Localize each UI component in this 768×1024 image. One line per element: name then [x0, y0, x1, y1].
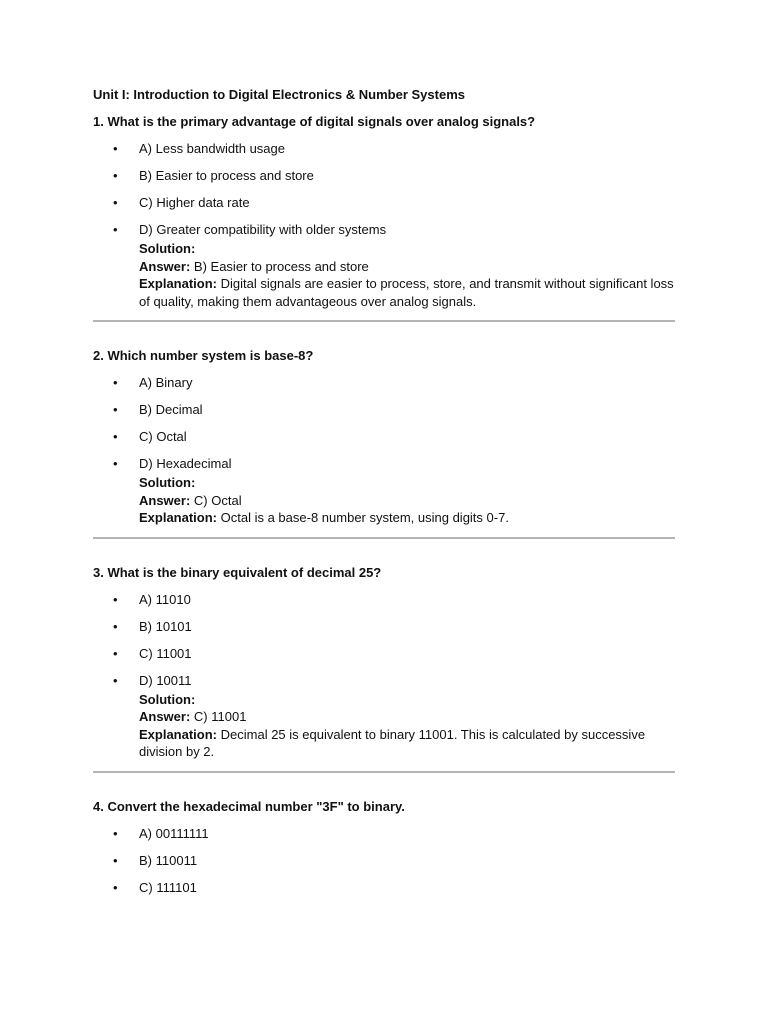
- option-item: [93, 454, 675, 474]
- option-item: [93, 644, 675, 664]
- option-list: [93, 590, 675, 691]
- option-list: [93, 139, 675, 240]
- bullet-icon: •: [113, 825, 118, 841]
- bullet-icon: •: [113, 402, 118, 417]
- unit-title: Unit I: Introduction to Digital Electronics & Number Systems: [93, 87, 465, 102]
- option-item: [93, 671, 675, 691]
- explanation-label: Explanation:: [139, 510, 218, 525]
- option-item: [93, 878, 675, 898]
- option-list: [93, 373, 675, 474]
- answer-text: C) Octal: [193, 492, 242, 508]
- explanation-text: Decimal 25 is equivalent to binary 11001. This is calculated by successive division by 2.: [139, 726, 646, 759]
- solution-label: Solution:: [139, 475, 196, 490]
- option-item: [93, 166, 675, 186]
- option-text: A) 11010: [139, 591, 191, 607]
- option-list: [93, 824, 675, 898]
- bullet-icon: •: [113, 195, 118, 210]
- option-item: [93, 824, 675, 844]
- question-title: 4. Convert the hexadecimal number "3F" to binary.: [93, 798, 405, 814]
- option-item: [93, 400, 675, 420]
- solution-label: Solution:: [139, 691, 196, 707]
- bullet-icon: •: [113, 879, 118, 895]
- option-text: C) 11001: [139, 645, 192, 661]
- bullet-icon: •: [113, 222, 118, 237]
- question-block-3: [93, 563, 675, 761]
- option-text: B) 110011: [139, 852, 198, 868]
- option-text: B) Decimal: [139, 402, 203, 417]
- question-title: 1. What is the primary advantage of digital signals over analog signals?: [93, 114, 536, 129]
- option-text: D) 10011: [139, 672, 192, 688]
- question-block-2: [93, 346, 675, 527]
- question-title: 2. Which number system is base-8?: [93, 348, 314, 363]
- answer-text: B) Easier to process and store: [193, 258, 369, 274]
- explanation-text: Digital signals are easier to process, store, and transmit without significant loss of quality, making them advantageous over analog signals.: [139, 276, 674, 309]
- bullet-icon: •: [113, 591, 118, 607]
- explanation-text: Octal is a base-8 number system, using digits 0-7.: [220, 510, 509, 525]
- solution-block: [93, 474, 675, 527]
- option-text: C) 111101: [139, 879, 197, 895]
- bullet-icon: •: [113, 456, 118, 471]
- horizontal-rule: [93, 320, 675, 322]
- question-block-4: [93, 797, 675, 898]
- document-page: [93, 85, 675, 898]
- explanation-label: Explanation:: [139, 276, 218, 291]
- answer-label: Answer:: [139, 709, 191, 724]
- question-title: 3. What is the binary equivalent of decimal 25?: [93, 564, 382, 580]
- bullet-icon: •: [113, 645, 118, 661]
- answer-label: Answer:: [139, 492, 191, 508]
- option-item: [93, 851, 675, 871]
- answer-label: Answer:: [139, 258, 191, 274]
- option-text: B) Easier to process and store: [139, 168, 314, 183]
- explanation-label: Explanation:: [139, 726, 218, 742]
- option-item: [93, 139, 675, 159]
- option-text: B) 10101: [139, 618, 192, 634]
- horizontal-rule: [93, 537, 675, 539]
- horizontal-rule: [93, 771, 675, 773]
- option-text: C) Octal: [139, 429, 187, 444]
- solution-block: [93, 240, 675, 310]
- bullet-icon: •: [113, 852, 118, 868]
- solution-block: [93, 691, 675, 761]
- option-text: A) 00111111: [139, 825, 209, 841]
- bullet-icon: •: [113, 429, 118, 444]
- option-item: [93, 427, 675, 447]
- option-item: [93, 373, 675, 393]
- option-text: D) Hexadecimal: [139, 456, 232, 471]
- answer-text: C) 11001: [193, 709, 247, 724]
- solution-label: Solution:: [139, 241, 196, 256]
- option-item: [93, 590, 675, 610]
- bullet-icon: •: [113, 618, 118, 634]
- question-block-1: [93, 112, 675, 310]
- option-item: [93, 193, 675, 213]
- option-text: A) Less bandwidth usage: [139, 141, 285, 156]
- option-text: C) Higher data rate: [139, 195, 250, 210]
- bullet-icon: •: [113, 141, 118, 156]
- bullet-icon: •: [113, 375, 118, 390]
- bullet-icon: •: [113, 672, 118, 688]
- option-item: [93, 220, 675, 240]
- option-item: [93, 617, 675, 637]
- option-text: D) Greater compatibility with older systems: [139, 222, 387, 237]
- bullet-icon: •: [113, 168, 118, 183]
- option-text: A) Binary: [139, 375, 193, 390]
